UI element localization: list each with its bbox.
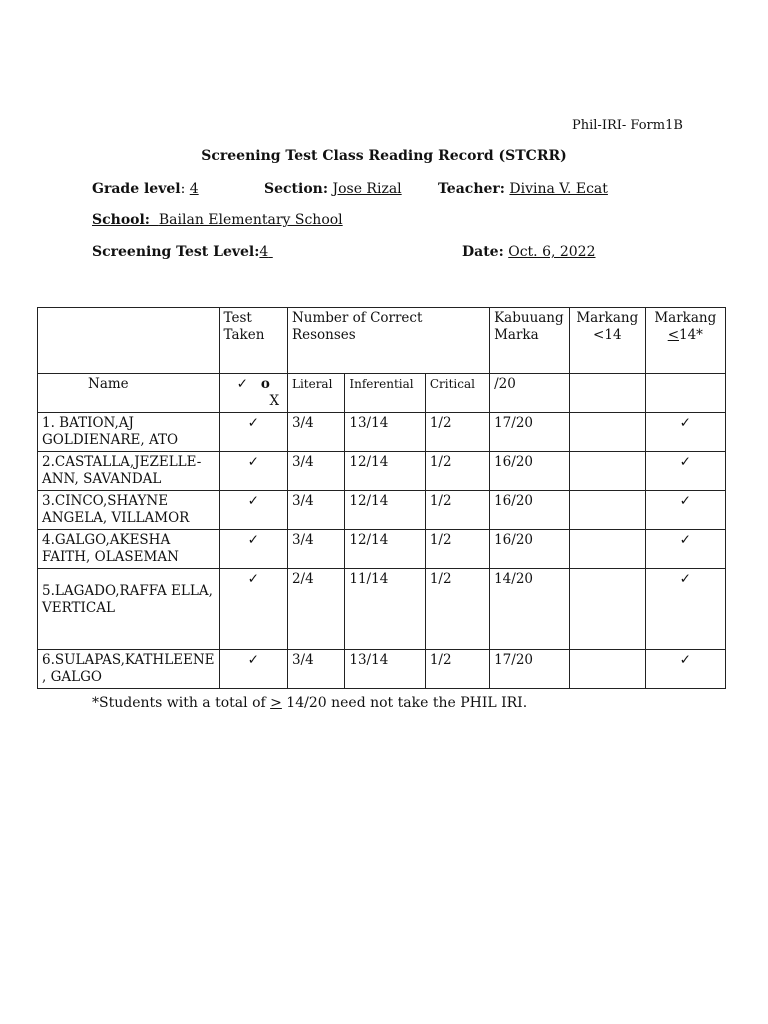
inferential-score: 12/14 <box>345 491 425 530</box>
teacher-field <box>438 181 608 197</box>
inferential-score: 12/14 <box>345 452 425 491</box>
reading-record-table <box>37 307 726 689</box>
total-score: 16/20 <box>490 452 570 491</box>
header-blank-1 <box>569 374 645 413</box>
school-value: Bailan Elementary School <box>158 212 343 228</box>
header-check-ox <box>219 374 287 413</box>
literal-score: 3/4 <box>287 530 344 569</box>
mark-le-14-check-icon: ✓ <box>645 569 725 650</box>
mark-le-14-check-icon: ✓ <box>645 650 725 689</box>
date-label: Date: <box>462 244 504 260</box>
total-score: 16/20 <box>490 530 570 569</box>
teacher-value: Divina V. Ecat <box>509 181 608 197</box>
mark-le-14-check-icon: ✓ <box>645 491 725 530</box>
mark-under-14 <box>569 650 645 689</box>
section-label: Section: <box>264 181 329 197</box>
date-field <box>462 244 596 260</box>
mark-le-14-check-icon: ✓ <box>645 530 725 569</box>
table-row <box>38 452 726 491</box>
literal-score: 3/4 <box>287 413 344 452</box>
table-row <box>38 491 726 530</box>
mark-under-14 <box>569 413 645 452</box>
header-empty-cell <box>38 308 220 374</box>
mark-under-14 <box>569 530 645 569</box>
grade-level-value: 4 <box>189 181 199 197</box>
critical-score: 1/2 <box>425 413 489 452</box>
student-name: 1. BATION,AJ GOLDIENARE, ATO <box>38 413 220 452</box>
inferential-score: 12/14 <box>345 530 425 569</box>
inferential-score: 11/14 <box>345 569 425 650</box>
critical-score: 1/2 <box>425 530 489 569</box>
header-name: Name <box>38 374 220 413</box>
date-value: Oct. 6, 2022 <box>508 244 596 260</box>
screening-level-value: 4 <box>259 244 269 260</box>
test-taken-check-icon: ✓ <box>219 413 287 452</box>
student-name: 2.CASTALLA,JEZELLE-ANN, SAVANDAL <box>38 452 220 491</box>
mark-under-14 <box>569 452 645 491</box>
school-label: School: <box>92 212 150 228</box>
header-x: X <box>269 393 280 409</box>
total-score: 14/20 <box>490 569 570 650</box>
literal-score: 3/4 <box>287 491 344 530</box>
student-name: 6.SULAPAS,KATHLEENE , GALGO <box>38 650 220 689</box>
screening-level-label: Screening Test Level: <box>92 244 260 260</box>
total-score: 17/20 <box>490 650 570 689</box>
critical-score: 1/2 <box>425 569 489 650</box>
header-test-taken: Test Taken <box>219 308 287 374</box>
total-score: 17/20 <box>490 413 570 452</box>
header-mark-le-14: Markang <14* <box>645 308 725 374</box>
test-taken-check-icon: ✓ <box>219 569 287 650</box>
mark-le-14-check-icon: ✓ <box>645 452 725 491</box>
critical-score: 1/2 <box>425 452 489 491</box>
grade-level-field: Grade level: 4 <box>92 181 199 197</box>
form-id: Phil-IRI- Form1B <box>572 118 683 133</box>
literal-score: 3/4 <box>287 650 344 689</box>
student-name: 3.CINCO,SHAYNE ANGELA, VILLAMOR <box>38 491 220 530</box>
student-name: 5.LAGADO,RAFFA ELLA, VERTICAL <box>38 569 220 650</box>
check-icon: ✓ <box>236 376 248 392</box>
header-inferential: Inferential <box>345 374 425 413</box>
screening-level-field <box>92 244 273 260</box>
header-row-sub <box>38 374 726 413</box>
test-taken-check-icon: ✓ <box>219 530 287 569</box>
total-score: 16/20 <box>490 491 570 530</box>
table-row <box>38 413 726 452</box>
header-total: Kabuuang Marka <box>490 308 570 374</box>
mark-under-14 <box>569 491 645 530</box>
header-literal: Literal <box>287 374 344 413</box>
le-symbol: < <box>667 327 679 343</box>
school-field <box>92 212 343 228</box>
header-critical: Critical <box>425 374 489 413</box>
section-value: Jose Rizal <box>332 181 402 197</box>
footnote: *Students with a total of > 14/20 need not take the PHIL IRI. <box>92 695 528 711</box>
page-title: Screening Test Class Reading Record (STCRR) <box>201 148 567 164</box>
student-name: 4.GALGO,AKESHA FAITH, OLASEMAN <box>38 530 220 569</box>
inferential-score: 13/14 <box>345 650 425 689</box>
test-taken-check-icon: ✓ <box>219 650 287 689</box>
header-correct-responses: Number of Correct Resonses <box>287 308 489 374</box>
header-mark-under-14: Markang <14 <box>569 308 645 374</box>
ge-symbol: > <box>270 695 282 711</box>
header-blank-2 <box>645 374 725 413</box>
table-row <box>38 650 726 689</box>
literal-score: 3/4 <box>287 452 344 491</box>
header-o: o <box>260 376 270 392</box>
section-field <box>264 181 402 197</box>
mark-under-14 <box>569 569 645 650</box>
header-over-20: /20 <box>490 374 570 413</box>
mark-le-14-check-icon: ✓ <box>645 413 725 452</box>
header-row-top <box>38 308 726 374</box>
literal-score: 2/4 <box>287 569 344 650</box>
inferential-score: 13/14 <box>345 413 425 452</box>
test-taken-check-icon: ✓ <box>219 452 287 491</box>
critical-score: 1/2 <box>425 650 489 689</box>
table-row <box>38 569 726 650</box>
teacher-label: Teacher: <box>438 181 505 197</box>
critical-score: 1/2 <box>425 491 489 530</box>
table-row <box>38 530 726 569</box>
grade-level-label: Grade level <box>92 181 181 197</box>
test-taken-check-icon: ✓ <box>219 491 287 530</box>
